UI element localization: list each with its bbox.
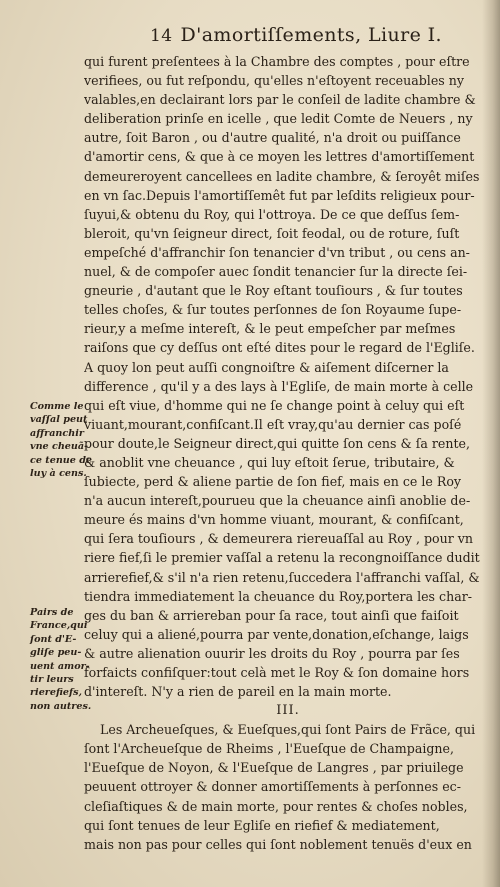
margin-note-line: Comme le xyxy=(30,401,84,412)
text-line: l'Eueſque de Noyon, & l'Eueſque de Langres , par priuilege xyxy=(84,760,464,776)
margin-note-line: vne cheuã- xyxy=(30,441,89,453)
text-line: valables,en declairant lors par le conſeil de ladite chambre & xyxy=(84,92,476,108)
margin-note-line: France,qui xyxy=(30,620,88,632)
page-header xyxy=(150,24,450,50)
text-line: qui ſont tenues de leur Egliſe en riefief & mediatement, xyxy=(84,817,440,833)
text-line: forfaicts confiſquer:tout celà met le Roy & ſon domaine hors xyxy=(84,665,470,680)
text-line: mais non pas pour celles qui ſont noblement tenuës d'eux en xyxy=(84,836,472,852)
text-line: difference , qu'il y a des lays à l'Egliſe, de main morte à celle xyxy=(84,378,474,394)
main-text-block xyxy=(84,52,492,854)
text-line: & anoblit vne cheuance , qui luy eſtoit ſerue, tributaire, & xyxy=(84,454,455,470)
margin-note-line: uent amor- xyxy=(30,660,90,672)
text-line: en vn ſac.Depuis l'amortiſſemêt fut par leſdits religieux pour- xyxy=(84,187,475,203)
text-line: telles choſes, & ſur toutes perſonnes de ſon Royaume ſupe- xyxy=(84,302,462,318)
margin-note-line: luy à cens. xyxy=(30,467,87,479)
text-line: peuuent ottroyer & donner amortiſſements à perſonnes ec- xyxy=(84,779,461,795)
text-line: empeſché d'affranchir ſon tenancier d'vn tribut , ou cens an- xyxy=(84,244,470,260)
text-line: nuel, & de compoſer auec ſondit tenancier ſur la directe ſei- xyxy=(84,264,468,280)
text-line: qui furent preſentees à la Chambre des comptes , pour eſtre xyxy=(84,54,470,69)
margin-note-line: non autres. xyxy=(30,700,92,712)
page-number: 14 xyxy=(150,26,173,46)
text-line: ges du ban & arriereban pour ſa race, tout ainſi que faiſoit xyxy=(84,607,459,623)
text-line: tiendra immediatement la cheuance du Roy,portera les char- xyxy=(84,588,472,604)
margin-note-line: gliſe peu- xyxy=(30,647,82,659)
text-line: celuy qui a aliené,pourra par vente,donation,eſchange, laigs xyxy=(84,626,469,642)
margin-note-line: affranchir xyxy=(30,427,84,439)
margin-note-line: Pairs de xyxy=(30,607,74,618)
text-line: verifiees, ou fut reſpondu, qu'elles n'eſtoyent receuables ny xyxy=(84,73,464,89)
margin-note-pairs-de-france xyxy=(30,606,92,713)
text-line: rieur,y a meſme intereſt, & le peut empeſcher par meſmes xyxy=(84,321,456,337)
margin-note-vassal xyxy=(30,400,92,480)
text-line: gneurie , d'autant que le Roy eſtant touſiours , & ſur toutes xyxy=(84,283,463,299)
text-line: bleroit, qu'vn ſeigneur direct, ſoit feodal, ou de roture, ſuſt xyxy=(84,225,460,241)
margin-note-line: ce tenue de xyxy=(30,454,93,466)
text-line: pour doute,le Seigneur direct,qui quitte ſon cens & ſa rente, xyxy=(84,435,470,451)
margin-note-line: tir leurs xyxy=(30,673,74,685)
text-line: arrierefief,& s'il n'a rien retenu,ſuccedera l'affranchi vaſſal, & xyxy=(84,569,480,585)
text-line: d'intereſt. N'y a rien de pareil en la main morte. xyxy=(84,684,392,700)
section-number: III. xyxy=(276,703,300,719)
text-line: d'amortir cens, & que à ce moyen les lettres d'amortiſſement xyxy=(84,149,475,165)
text-line: riere fief,ſi le premier vaſſal a retenu la recongnoiſſance dudit xyxy=(84,550,480,566)
text-line: & autre alienation ouurir les droits du Roy , pourra par ſes xyxy=(84,645,460,661)
text-line: demeureroyent cancellees en ladite chambre, & ſeroyêt miſes xyxy=(84,168,480,184)
margin-note-line: rierefiefs, xyxy=(30,687,82,699)
text-line: n'a aucun intereſt,pourueu que la cheuance ainſi anoblie de- xyxy=(84,493,471,509)
text-line: qui eſt viue, d'homme qui ne ſe change point à celuy qui eſt xyxy=(84,397,465,413)
text-line: ſubiecte, perd & aliene partie de ſon fief, mais en ce le Roy xyxy=(84,474,462,490)
margin-note-line: vaſſal peut xyxy=(30,414,88,426)
text-line: cleſiaſtiques & de main morte, pour rentes & choſes nobles, xyxy=(84,798,468,814)
text-line: raiſons que cy deſſus ont eſté dites pour le regard de l'Egliſe. xyxy=(84,340,475,356)
text-line: qui ſera touſiours , & demeurera riereuaſſal au Roy , pour vn xyxy=(84,531,473,547)
text-line: A quoy lon peut auſſi congnoiſtre & aiſement diſcerner la xyxy=(84,359,449,375)
text-line: meure és mains d'vn homme viuant, mourant, & confiſcant, xyxy=(84,512,464,528)
text-line: Les Archeueſques, & Eueſques,qui ſont Pairs de Frãce, qui xyxy=(100,722,476,738)
text-line: autre, ſoit Baron , ou d'autre qualité, n'a droit ou puiſſance xyxy=(84,130,461,146)
running-title: D'amortiſſements, Liure I. xyxy=(180,24,442,46)
margin-note-line: ſont d'E- xyxy=(30,633,77,645)
text-line: ſuyui,& obtenu du Roy, qui l'ottroya. De ce que deſſus ſem- xyxy=(84,206,460,222)
text-line: viuant,mourant,confiſcant.Il eſt vray,qu'au dernier cas poſé xyxy=(84,416,462,432)
text-line: deliberation prinſe en icelle , que ledit Comte de Neuers , ny xyxy=(84,111,473,127)
text-line: ſont l'Archeueſque de Rheims , l'Eueſque de Champaigne, xyxy=(84,741,454,757)
